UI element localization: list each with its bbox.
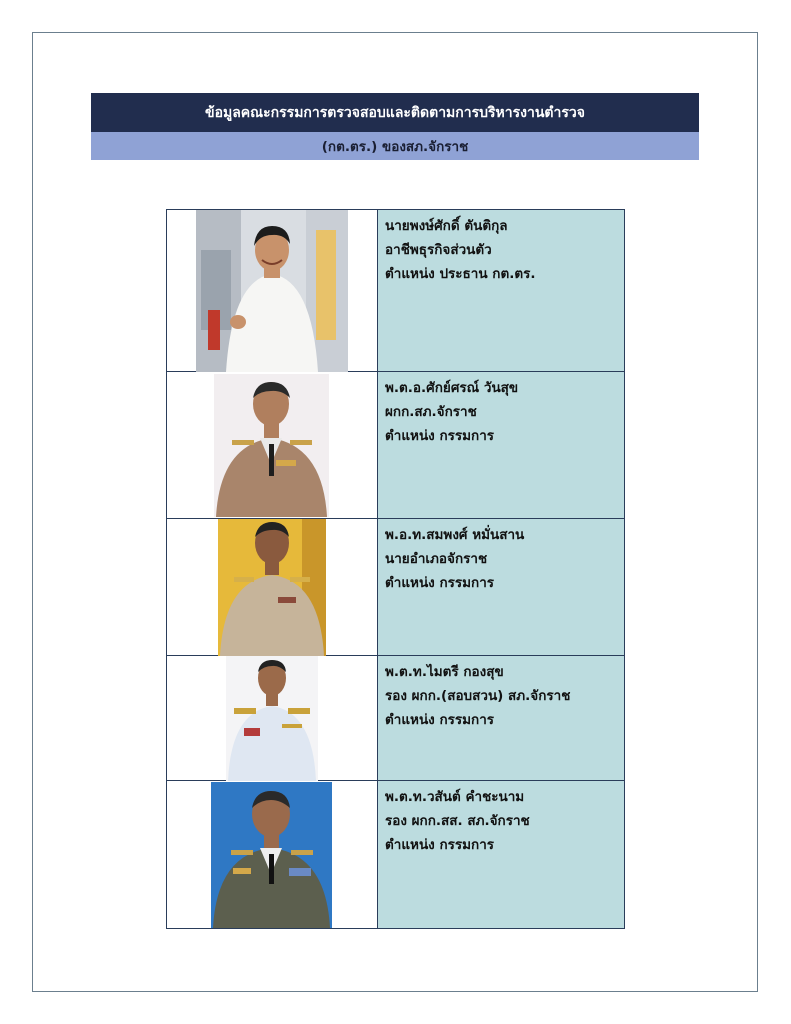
member-position: ตำแหน่ง กรรมการ bbox=[385, 837, 495, 853]
member-row bbox=[167, 519, 625, 656]
member-position: ตำแหน่ง กรรมการ bbox=[385, 575, 495, 591]
member-name: พ.อ.ท.สมพงศ์ หมั่นสาน bbox=[385, 527, 525, 543]
document-subtitle bbox=[91, 132, 699, 160]
portrait-official-uniform-icon bbox=[218, 519, 326, 656]
portrait-white-uniform-icon bbox=[226, 656, 318, 781]
member-occupation: อาชีพธุรกิจส่วนตัว bbox=[385, 242, 492, 258]
member-info-cell bbox=[378, 210, 625, 372]
portrait-police-uniform-icon bbox=[214, 374, 329, 517]
document-subtitle-text: (กต.ตร.) ของสภ.จักราช bbox=[321, 139, 469, 155]
member-photo-cell bbox=[167, 210, 378, 372]
member-name: นายพงษ์ศักดิ์ ตันติกุล bbox=[385, 218, 508, 234]
member-row bbox=[167, 781, 625, 929]
member-occupation: รอง ผกก.สส. สภ.จักราช bbox=[385, 813, 530, 829]
member-occupation: ผกก.สภ.จักราช bbox=[385, 404, 477, 420]
members-table bbox=[166, 209, 625, 929]
portrait-civilian-white-shirt-icon bbox=[196, 210, 348, 372]
portrait-police-uniform-blue-bg-icon bbox=[211, 782, 332, 928]
member-occupation: นายอำเภอจักราช bbox=[385, 551, 488, 567]
member-photo-cell bbox=[167, 372, 378, 519]
member-info-cell bbox=[378, 519, 625, 656]
member-occupation: รอง ผกก.(สอบสวน) สภ.จักราช bbox=[385, 688, 571, 704]
member-name: พ.ต.อ.ศักย์ศรณ์ วันสุข bbox=[385, 380, 519, 396]
member-name: พ.ต.ท.วสันต์ คำชะนาม bbox=[385, 789, 525, 805]
member-info-cell bbox=[378, 372, 625, 519]
member-row bbox=[167, 372, 625, 519]
member-position: ตำแหน่ง ประธาน กต.ตร. bbox=[385, 266, 536, 282]
member-info-cell bbox=[378, 781, 625, 929]
member-photo-cell bbox=[167, 656, 378, 781]
member-row bbox=[167, 656, 625, 781]
document-title bbox=[91, 93, 699, 132]
member-row bbox=[167, 210, 625, 372]
member-position: ตำแหน่ง กรรมการ bbox=[385, 428, 495, 444]
member-photo-cell bbox=[167, 519, 378, 656]
member-position: ตำแหน่ง กรรมการ bbox=[385, 712, 495, 728]
member-info-cell bbox=[378, 656, 625, 781]
member-photo-cell bbox=[167, 781, 378, 929]
document-title-text: ข้อมูลคณะกรรมการตรวจสอบและติดตามการบริหารงานตำรวจ bbox=[205, 104, 585, 121]
member-name: พ.ต.ท.ไมตรี กองสุข bbox=[385, 664, 504, 680]
